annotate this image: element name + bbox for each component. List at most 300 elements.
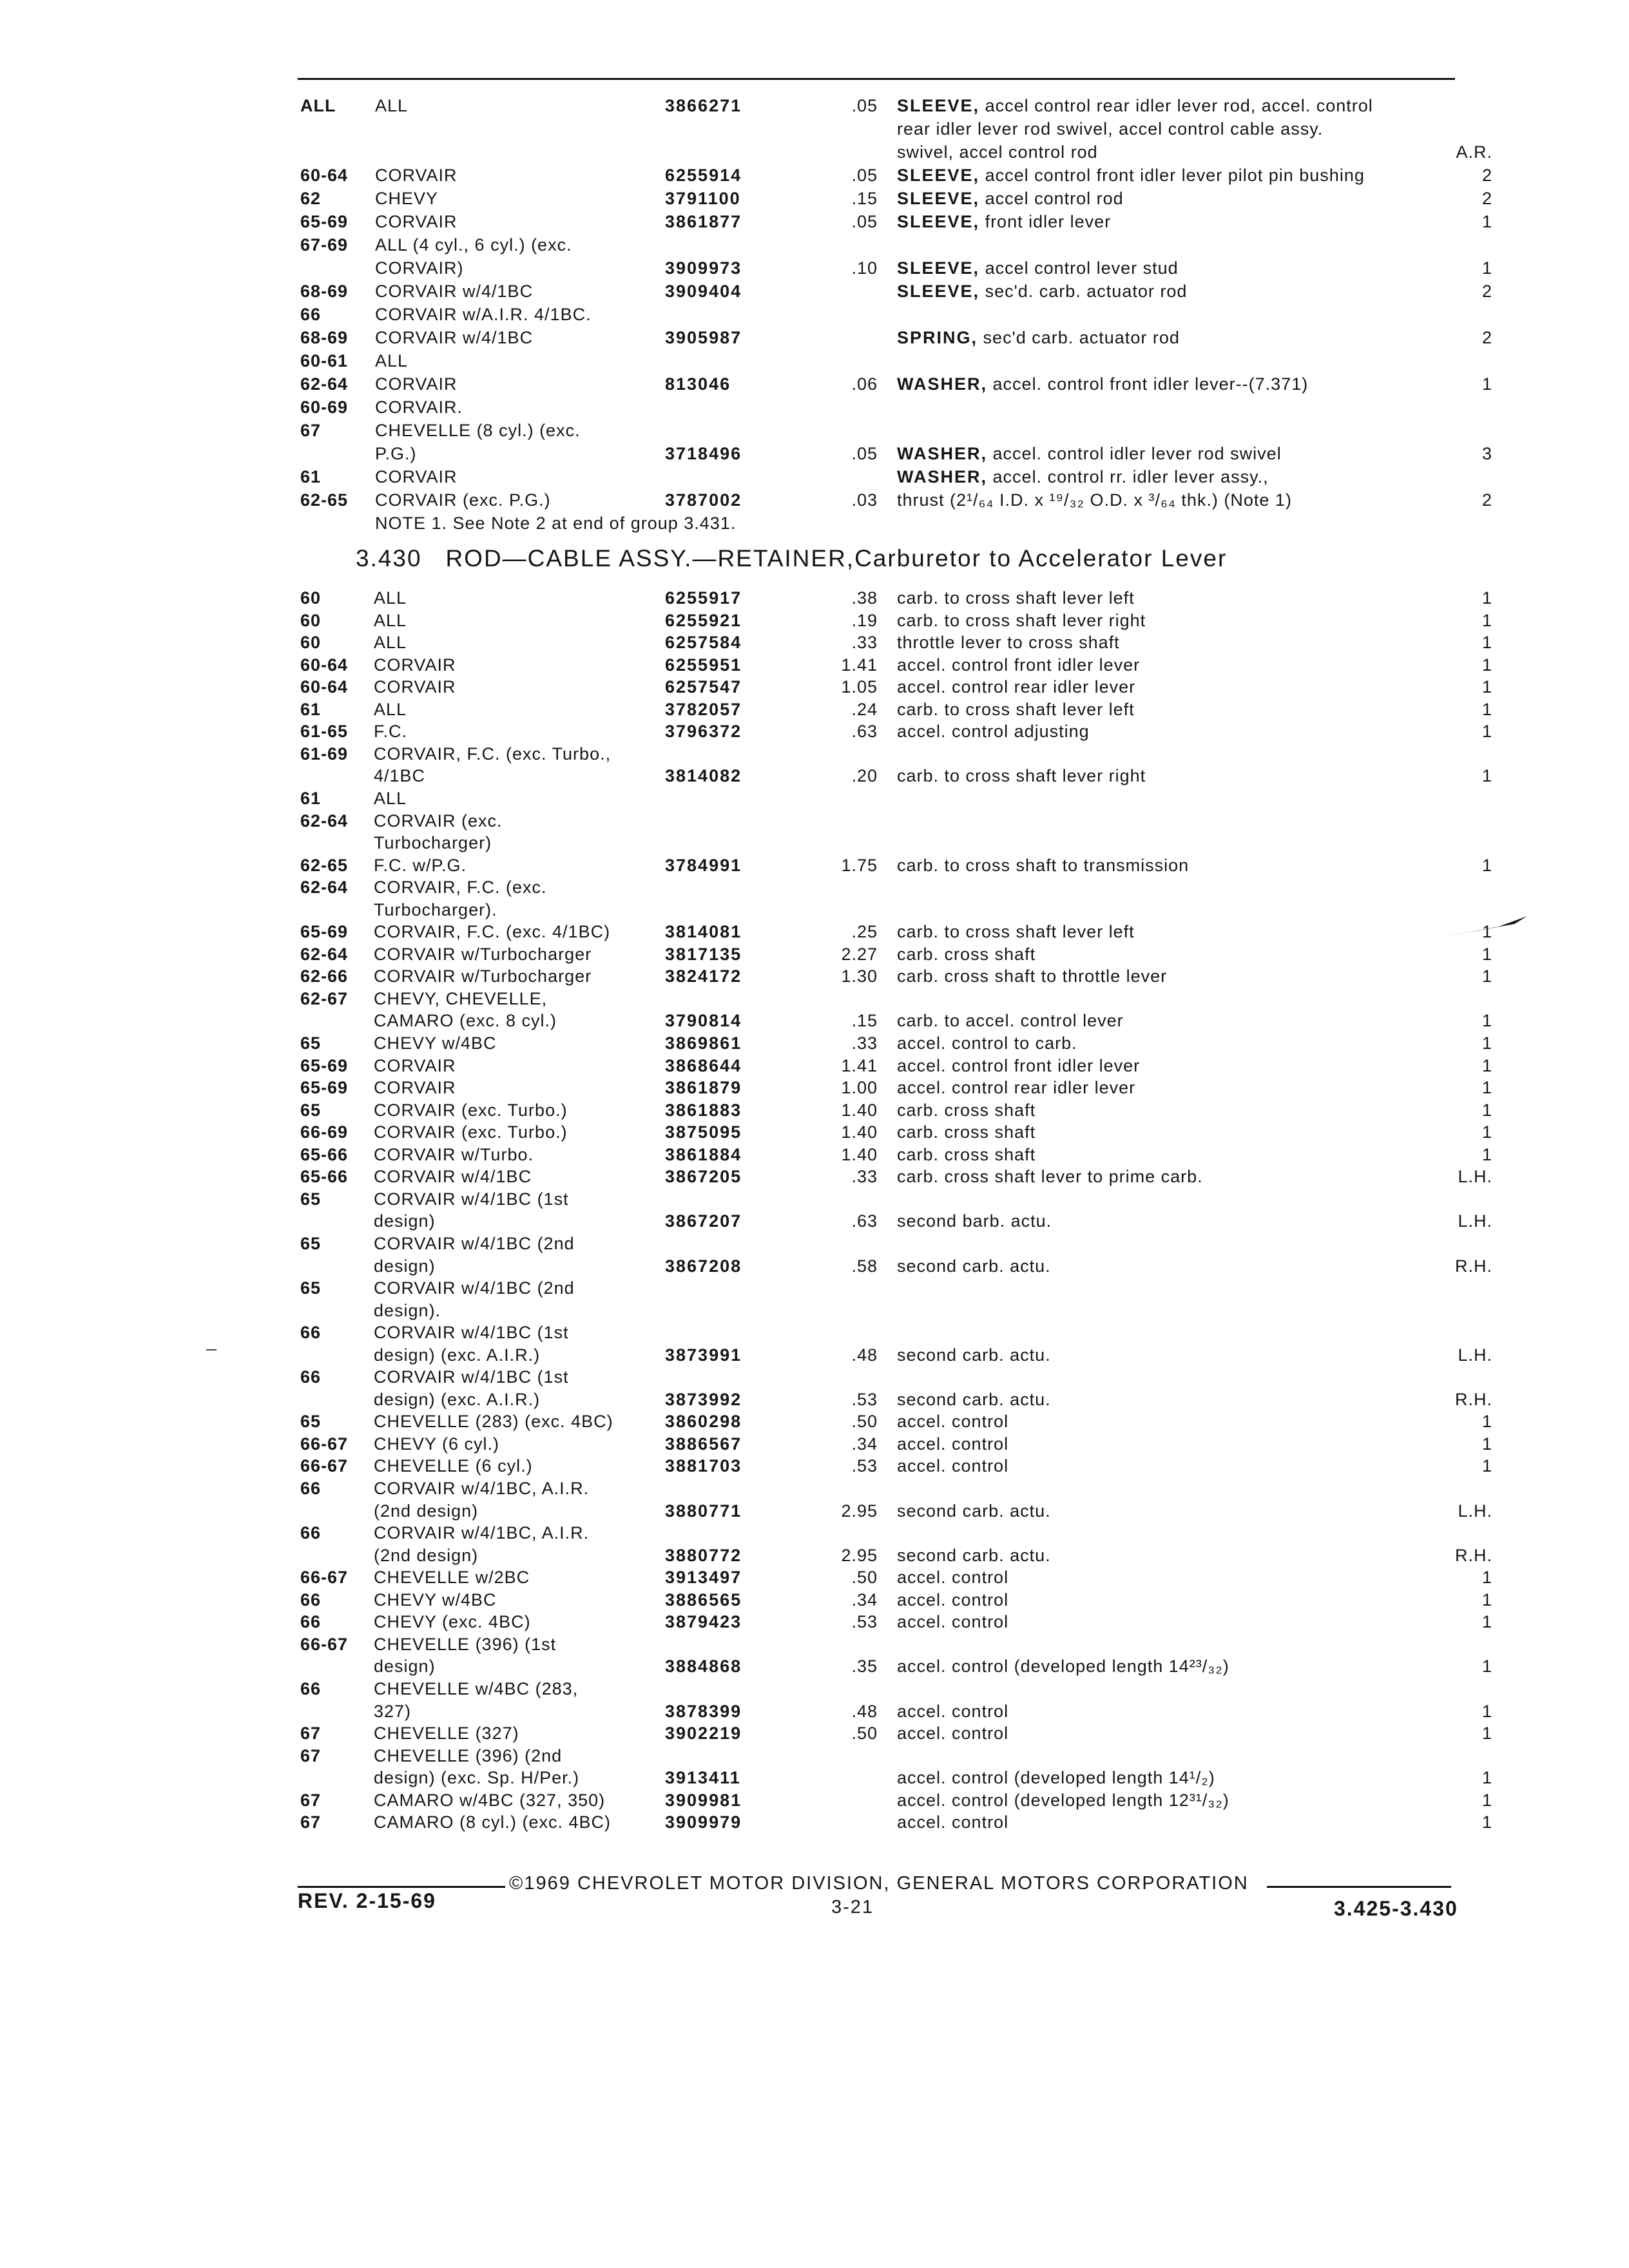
parts-row [0, 1365, 1629, 1389]
quantity: 1 [1481, 374, 1492, 394]
part-number: 6255914 [665, 166, 742, 185]
part-number: 6255917 [665, 588, 742, 608]
quantity: 1 [1481, 1701, 1492, 1721]
list-price: 2.27 [841, 944, 878, 964]
part-description [897, 94, 1373, 117]
year-range: 61 [300, 788, 322, 808]
model-applicability: CORVAIR w/Turbo. [374, 1144, 534, 1164]
part-description [897, 1566, 1008, 1589]
quantity: 1 [1481, 766, 1492, 786]
description-text: accel control front idler lever pilot pin bushing [985, 166, 1365, 185]
quantity: 1 [1481, 966, 1492, 986]
section-heading [356, 545, 1227, 572]
description-text: carb. cross shaft to throttle lever [897, 966, 1168, 986]
year-range: 62-65 [300, 490, 349, 510]
part-name: SPRING, [897, 328, 978, 347]
quantity: 1 [1481, 1590, 1492, 1610]
margin-mark [206, 1349, 217, 1350]
list-price: .34 [851, 1434, 878, 1454]
year-range: 62-66 [300, 966, 349, 986]
part-number: 3869861 [665, 1033, 742, 1053]
year-range: 60-61 [300, 351, 349, 370]
part-name: WASHER, [897, 467, 988, 486]
model-applicability: CORVAIR w/Turbocharger [374, 966, 592, 986]
quantity: 2 [1481, 490, 1492, 510]
part-description [897, 117, 1323, 140]
part-number: 3860298 [665, 1412, 742, 1432]
model-applicability: design). [374, 1300, 441, 1320]
parts-row [0, 854, 1629, 877]
description-text: second carb. actu. [897, 1345, 1051, 1365]
part-description [897, 1054, 1140, 1077]
model-applicability: CHEVELLE (396) (1st [374, 1634, 557, 1654]
part-description [897, 720, 1090, 743]
year-range: 61 [300, 699, 322, 719]
part-description [897, 1454, 1008, 1477]
description-text: accel. control rear idler lever [897, 677, 1136, 697]
list-price: .24 [851, 699, 878, 719]
model-applicability: CHEVELLE (8 cyl.) (exc. [375, 421, 581, 440]
part-number: 3867208 [665, 1256, 742, 1276]
model-applicability: CORVAIR w/4/1BC (1st [374, 1189, 569, 1209]
part-number: 3909981 [665, 1790, 742, 1810]
part-number: 3880771 [665, 1501, 742, 1521]
year-range: 62-64 [300, 374, 349, 394]
parts-row [0, 1299, 1629, 1322]
section-title: ROD—CABLE ASSY.—RETAINER,Carburetor to Accelerator Lever [445, 545, 1228, 572]
year-range: 65 [300, 1033, 322, 1053]
list-price: 1.00 [841, 1078, 878, 1098]
parts-row [0, 1633, 1629, 1656]
list-price: 1.41 [841, 655, 878, 675]
part-description [897, 1009, 1124, 1032]
description-text: thrust (2¹/₆₄ I.D. x ¹⁹/₃₂ O.D. x ³/₆₄ thk.) (Note 1) [897, 490, 1292, 510]
model-applicability: CORVAIR. [375, 398, 463, 417]
part-description [897, 1655, 1229, 1678]
part-description [897, 1032, 1077, 1055]
model-applicability: CORVAIR, F.C. (exc. 4/1BC) [374, 922, 611, 942]
year-range: 65-69 [300, 1055, 349, 1075]
year-range: 62-64 [300, 944, 349, 964]
model-applicability: ALL [375, 96, 409, 115]
model-applicability: CHEVELLE w/2BC [374, 1568, 530, 1588]
parts-row [0, 943, 1629, 966]
part-description [897, 1766, 1215, 1789]
description-text: accel. control rear idler lever [897, 1078, 1136, 1098]
model-applicability: CHEVY w/4BC [374, 1590, 497, 1610]
quantity: 1 [1481, 212, 1492, 231]
parts-row [0, 920, 1629, 943]
year-range: 67 [300, 1790, 322, 1810]
year-range: 60-69 [300, 398, 349, 417]
model-applicability: 327) [374, 1701, 412, 1721]
year-range: 65 [300, 1278, 322, 1298]
part-description [897, 586, 1135, 610]
model-applicability: CORVAIR w/4/1BC (2nd [374, 1278, 575, 1298]
model-applicability: ALL [374, 610, 407, 630]
quantity: 1 [1481, 633, 1492, 653]
description-text: second carb. actu. [897, 1545, 1051, 1565]
parts-row [0, 1432, 1629, 1456]
year-range: 60-64 [300, 677, 349, 697]
description-text: accel control rod [985, 189, 1124, 208]
part-number: 3909973 [665, 258, 742, 278]
quantity: 1 [1481, 922, 1492, 942]
section-number: 3.430 [356, 545, 422, 572]
model-applicability: CHEVELLE (327) [374, 1724, 519, 1744]
part-number: 3873991 [665, 1345, 742, 1365]
description-text: accel. control [897, 1812, 1009, 1832]
part-description [897, 609, 1146, 632]
part-description [897, 854, 1189, 877]
part-description [897, 1165, 1203, 1188]
quantity: 1 [1481, 1144, 1492, 1164]
part-name: WASHER, [897, 374, 988, 394]
model-applicability: CORVAIR w/Turbocharger [374, 944, 592, 964]
part-description [897, 1610, 1008, 1633]
list-price: .50 [851, 1724, 878, 1744]
year-range: 61 [300, 467, 322, 486]
part-number: 3879423 [665, 1612, 742, 1632]
parts-row [0, 117, 1629, 140]
quantity: 1 [1481, 1033, 1492, 1053]
parts-row [0, 698, 1629, 721]
list-price: .63 [851, 1211, 878, 1231]
description-text: carb. cross shaft [897, 944, 1036, 964]
part-description [897, 465, 1269, 488]
part-description [897, 965, 1167, 988]
year-range: 66 [300, 1678, 322, 1698]
parts-row [0, 965, 1629, 988]
model-applicability: F.C. w/P.G. [374, 855, 467, 875]
parts-row [0, 1722, 1629, 1745]
model-applicability: P.G.) [375, 444, 417, 463]
model-applicability: CHEVY, CHEVELLE, [374, 988, 548, 1008]
parts-row [0, 1477, 1629, 1500]
parts-row [0, 1766, 1629, 1789]
parts-row [0, 1588, 1629, 1611]
model-applicability: design) (exc. A.I.R.) [374, 1345, 541, 1365]
model-applicability: ALL [374, 588, 407, 608]
description-text: second carb. actu. [897, 1389, 1051, 1409]
list-price: 1.40 [841, 1122, 878, 1142]
parts-row [0, 764, 1629, 787]
description-text: carb. to cross shaft lever left [897, 588, 1135, 608]
part-number: 3861884 [665, 1144, 742, 1164]
part-number: 3861879 [665, 1078, 742, 1098]
part-description [897, 1076, 1135, 1099]
parts-row [0, 1321, 1629, 1344]
year-range: 66 [300, 1612, 322, 1632]
page-turn-arrow-icon [1437, 908, 1527, 941]
parts-row [0, 372, 1629, 396]
list-price: .19 [851, 610, 878, 630]
list-price: .10 [851, 258, 878, 278]
description-text: accel. control to carb. [897, 1033, 1077, 1053]
model-applicability: CORVAIR (exc. P.G.) [375, 490, 551, 510]
year-range: 67 [300, 1745, 322, 1765]
part-number: 3796372 [665, 722, 742, 742]
quantity: 1 [1481, 944, 1492, 964]
description-text: carb. cross shaft [897, 1122, 1036, 1142]
model-applicability: NOTE 1. See Note 2 at end of group 3.431. [375, 514, 737, 533]
quantity: R.H. [1455, 1389, 1492, 1409]
description-text: carb. to cross shaft lever left [897, 699, 1135, 719]
parts-row [0, 876, 1629, 899]
year-range: 66 [300, 1523, 322, 1543]
model-applicability: CORVAIR) [375, 258, 464, 278]
quantity: 1 [1481, 1724, 1492, 1744]
model-applicability: CORVAIR [375, 212, 458, 231]
part-description [897, 1343, 1051, 1367]
part-number: 3868644 [665, 1055, 742, 1075]
quantity: 1 [1481, 610, 1492, 630]
model-applicability: CAMARO (exc. 8 cyl.) [374, 1011, 557, 1031]
list-price: 1.05 [841, 677, 878, 697]
copyright-line: ©1969 CHEVROLET MOTOR DIVISION, GENERAL MOTORS CORPORATION [509, 1873, 1249, 1894]
year-range: 66-67 [300, 1568, 349, 1588]
quantity: L.H. [1458, 1501, 1492, 1521]
model-applicability: (2nd design) [374, 1501, 479, 1521]
part-number: 3913497 [665, 1568, 742, 1588]
parts-row [0, 256, 1629, 280]
part-number: 6255951 [665, 655, 742, 675]
list-price: .33 [851, 633, 878, 653]
model-applicability: CORVAIR w/A.I.R. 4/1BC. [375, 305, 592, 324]
page-number: 3-21 [831, 1897, 874, 1917]
description-text: second carb. actu. [897, 1501, 1051, 1521]
part-number: 3905987 [665, 328, 742, 347]
parts-row [0, 1076, 1629, 1099]
quantity: 1 [1481, 1790, 1492, 1810]
part-description [897, 1722, 1008, 1745]
list-price: 1.30 [841, 966, 878, 986]
description-text: accel control rear idler lever rod, accel. control [985, 96, 1373, 115]
year-range: 66 [300, 305, 322, 324]
parts-row [0, 742, 1629, 765]
model-applicability: design) [374, 1211, 436, 1231]
parts-row [0, 1232, 1629, 1255]
part-number: 3817135 [665, 944, 742, 964]
description-text: accel. control [897, 1412, 1009, 1432]
list-price: .53 [851, 1389, 878, 1409]
description-text: accel. control [897, 1612, 1009, 1632]
parts-row [0, 1655, 1629, 1678]
description-text: second barb. actu. [897, 1211, 1052, 1231]
model-applicability: CHEVY (6 cyl.) [374, 1434, 500, 1454]
part-number: 6257584 [665, 633, 742, 653]
description-text: carb. cross shaft [897, 1144, 1036, 1164]
parts-row [0, 1209, 1629, 1233]
description-text: accel. control [897, 1434, 1009, 1454]
year-range: 62-64 [300, 878, 349, 898]
part-number: 3867205 [665, 1167, 742, 1187]
part-number: 3878399 [665, 1701, 742, 1721]
part-description [897, 1143, 1036, 1166]
model-applicability: CORVAIR w/4/1BC, A.I.R. [374, 1479, 590, 1498]
group-range: 3.425-3.430 [1334, 1897, 1458, 1920]
parts-row [0, 419, 1629, 442]
parts-row [0, 1165, 1629, 1188]
model-applicability: Turbocharger) [374, 833, 492, 853]
description-text: accel. control front idler lever [897, 1055, 1141, 1075]
footer-rule-right [1267, 1886, 1451, 1888]
year-range: 66-67 [300, 1434, 349, 1454]
top-rule [298, 78, 1455, 80]
parts-row [0, 1054, 1629, 1077]
list-price: .05 [851, 444, 878, 463]
part-name: SLEEVE, [897, 96, 980, 115]
parts-row [0, 1789, 1629, 1812]
model-applicability: design) (exc. A.I.R.) [374, 1389, 541, 1409]
model-applicability: CORVAIR [375, 166, 458, 185]
parts-row [0, 1499, 1629, 1523]
list-price: 2.95 [841, 1501, 878, 1521]
model-applicability: ALL (4 cyl., 6 cyl.) (exc. [375, 235, 572, 255]
parts-row [0, 94, 1629, 117]
model-applicability: ALL [374, 699, 407, 719]
part-number: 3866271 [665, 96, 742, 115]
part-description [897, 164, 1365, 187]
part-description [897, 488, 1292, 512]
year-range: 61-69 [300, 744, 349, 764]
part-number: 3886567 [665, 1434, 742, 1454]
parts-row [0, 1120, 1629, 1144]
parts-row [0, 1566, 1629, 1589]
parts-row [0, 1343, 1629, 1367]
part-number: 3787002 [665, 490, 742, 510]
description-text: accel. control (developed length 12³¹/₃₂) [897, 1790, 1229, 1810]
list-price: .35 [851, 1657, 878, 1677]
list-price: .15 [851, 1011, 878, 1031]
year-range: 60-64 [300, 166, 349, 185]
list-price: .48 [851, 1345, 878, 1365]
parts-row [0, 396, 1629, 419]
part-number: 3814081 [665, 922, 742, 942]
part-number: 3861877 [665, 212, 742, 231]
quantity: 1 [1481, 1055, 1492, 1075]
model-applicability: CHEVELLE (6 cyl.) [374, 1456, 533, 1476]
part-description [897, 187, 1124, 210]
description-text: swivel, accel control rod [897, 142, 1098, 162]
year-range: 66 [300, 1323, 322, 1343]
parts-row [0, 609, 1629, 632]
parts-row [0, 1254, 1629, 1278]
list-price: .50 [851, 1568, 878, 1588]
quantity: 1 [1481, 855, 1492, 875]
part-number: 813046 [665, 374, 731, 394]
parts-row [0, 720, 1629, 743]
year-range: 67 [300, 1812, 322, 1832]
quantity: 1 [1481, 1568, 1492, 1588]
description-text: accel. control [897, 1568, 1009, 1588]
list-price: 2.95 [841, 1545, 878, 1565]
list-price: .05 [851, 96, 878, 115]
part-number: 3873992 [665, 1389, 742, 1409]
parts-row [0, 809, 1629, 832]
parts-row [0, 631, 1629, 654]
description-text: carb. to cross shaft to transmission [897, 855, 1190, 875]
model-applicability: CORVAIR, F.C. (exc. [374, 878, 547, 898]
model-applicability: CORVAIR w/4/1BC (1st [374, 1323, 569, 1343]
year-range: 66 [300, 1479, 322, 1498]
list-price: .25 [851, 922, 878, 942]
list-price: 1.75 [841, 855, 878, 875]
quantity: 1 [1481, 1122, 1492, 1142]
parts-row [0, 326, 1629, 349]
part-number: 3909404 [665, 282, 742, 301]
quantity: 1 [1481, 1657, 1492, 1677]
list-price: .03 [851, 490, 878, 510]
description-text: carb. to cross shaft lever right [897, 610, 1146, 630]
part-description [897, 442, 1282, 465]
quantity: 1 [1481, 1412, 1492, 1432]
list-price: .58 [851, 1256, 878, 1276]
list-price: .06 [851, 374, 878, 394]
model-applicability: CHEVELLE (396) (2nd [374, 1745, 563, 1765]
list-price: 1.40 [841, 1144, 878, 1164]
description-text: accel. control [897, 1456, 1009, 1476]
description-text: accel. control rr. idler lever assy., [992, 467, 1269, 486]
description-text: second carb. actu. [897, 1256, 1051, 1276]
model-applicability: CAMARO w/4BC (327, 350) [374, 1790, 606, 1810]
parts-row [0, 1032, 1629, 1055]
model-applicability: CHEVELLE w/4BC (283, [374, 1678, 579, 1698]
part-description [897, 1120, 1036, 1144]
part-number: 3791100 [665, 189, 741, 208]
parts-row [0, 675, 1629, 698]
model-applicability: CORVAIR, F.C. (exc. Turbo., [374, 744, 612, 764]
description-text: accel. control (developed length 14²³/₃₂) [897, 1657, 1229, 1677]
model-applicability: design) [374, 1256, 436, 1276]
parts-row [0, 465, 1629, 488]
model-applicability: CORVAIR [374, 655, 456, 675]
quantity: L.H. [1458, 1345, 1492, 1365]
quantity: 1 [1481, 1768, 1492, 1788]
model-applicability: CORVAIR w/4/1BC (2nd [374, 1233, 575, 1253]
part-number: 3886565 [665, 1590, 742, 1610]
part-number: 6257547 [665, 677, 742, 697]
parts-row [0, 1811, 1629, 1834]
year-range: 60 [300, 588, 322, 608]
part-description [897, 140, 1098, 164]
parts-row [0, 1143, 1629, 1166]
model-applicability: CORVAIR [375, 374, 458, 394]
quantity: 1 [1481, 677, 1492, 697]
year-range: 66-67 [300, 1456, 349, 1476]
description-text: carb. to cross shaft lever right [897, 766, 1146, 786]
description-text: throttle lever to cross shaft [897, 633, 1120, 653]
part-number: 3881703 [665, 1456, 742, 1476]
part-description [897, 1099, 1036, 1122]
part-number: 3884868 [665, 1657, 742, 1677]
part-description [897, 1700, 1008, 1723]
part-number: 3902219 [665, 1724, 742, 1744]
list-price: .38 [851, 588, 878, 608]
part-name: SLEEVE, [897, 212, 980, 231]
model-applicability: design) (exc. Sp. H/Per.) [374, 1768, 580, 1788]
part-number: 3784991 [665, 855, 742, 875]
part-description [897, 920, 1135, 943]
parts-row [0, 787, 1629, 810]
part-description [897, 1209, 1052, 1233]
parts-row [0, 1410, 1629, 1433]
part-number: 3718496 [665, 444, 742, 463]
quantity: L.H. [1458, 1167, 1492, 1187]
list-price: .33 [851, 1167, 878, 1187]
model-applicability: CORVAIR w/4/1BC [374, 1167, 532, 1187]
list-price: .05 [851, 212, 878, 231]
